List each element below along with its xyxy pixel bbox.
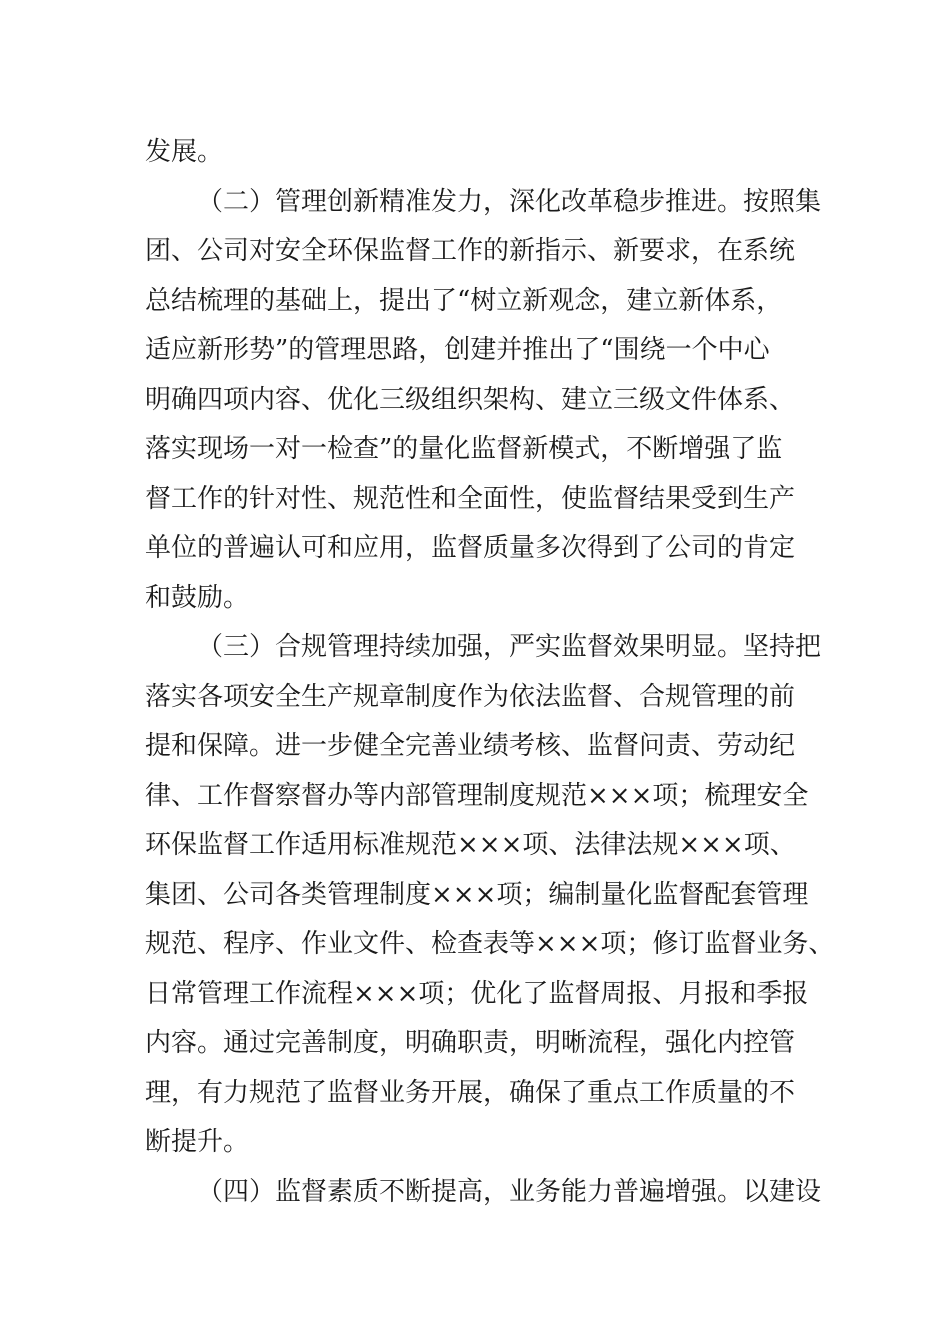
text-line: 督工作的针对性、规范性和全面性，使监督结果受到生产: [145, 483, 796, 514]
text-line: 提和保障。进一步健全完善业绩考核、监督问责、劳动纪: [145, 731, 796, 761]
text-line: 规范、程序、作业文件、检查表等×××项；修订监督业务、: [145, 929, 835, 959]
text-line: 集团、公司各类管理制度×××项；编制量化监督配套管理: [145, 879, 809, 910]
text-line: 发展。: [145, 137, 224, 167]
paragraph-start-line: （三）合规管理持续加强，严实监督效果明显。坚持把: [197, 632, 822, 662]
text-line: 适应新形势”的管理思路，创建并推出了“围绕一个中心: [145, 335, 770, 365]
paragraph-start-line: （四）监督素质不断提高，业务能力普遍增强。以建设: [197, 1176, 822, 1207]
text-line: 落实现场一对一检查”的量化监督新模式，不断增强了监: [145, 434, 783, 464]
text-line: 总结梳理的基础上，提出了“树立新观念，建立新体系，: [145, 285, 783, 316]
text-line: 团、公司对安全环保监督工作的新指示、新要求，在系统: [145, 236, 796, 266]
text-line: 日常管理工作流程×××项；优化了监督周报、月报和季报: [145, 978, 809, 1009]
text-line: 断提升。: [145, 1127, 250, 1157]
text-line: 环保监督工作适用标准规范×××项、法律法规×××项、: [145, 830, 796, 860]
paragraph-start-line: （二）管理创新精准发力，深化改革稳步推进。按照集: [197, 186, 822, 217]
text-line: 落实各项安全生产规章制度作为依法监督、合规管理的前: [145, 681, 796, 712]
text-line: 理，有力规范了监督业务开展，确保了重点工作质量的不: [145, 1077, 796, 1108]
text-line: 律、工作督察督办等内部管理制度规范×××项；梳理安全: [145, 780, 809, 811]
text-line: 单位的普遍认可和应用，监督质量多次得到了公司的肯定: [145, 533, 796, 563]
text-line: 和鼓励。: [145, 582, 250, 613]
text-line: 明确四项内容、优化三级组织架构、建立三级文件体系、: [145, 384, 796, 415]
text-line: 内容。通过完善制度，明确职责，明晰流程，强化内控管: [145, 1028, 796, 1058]
document-body: [145, 128, 835, 1217]
